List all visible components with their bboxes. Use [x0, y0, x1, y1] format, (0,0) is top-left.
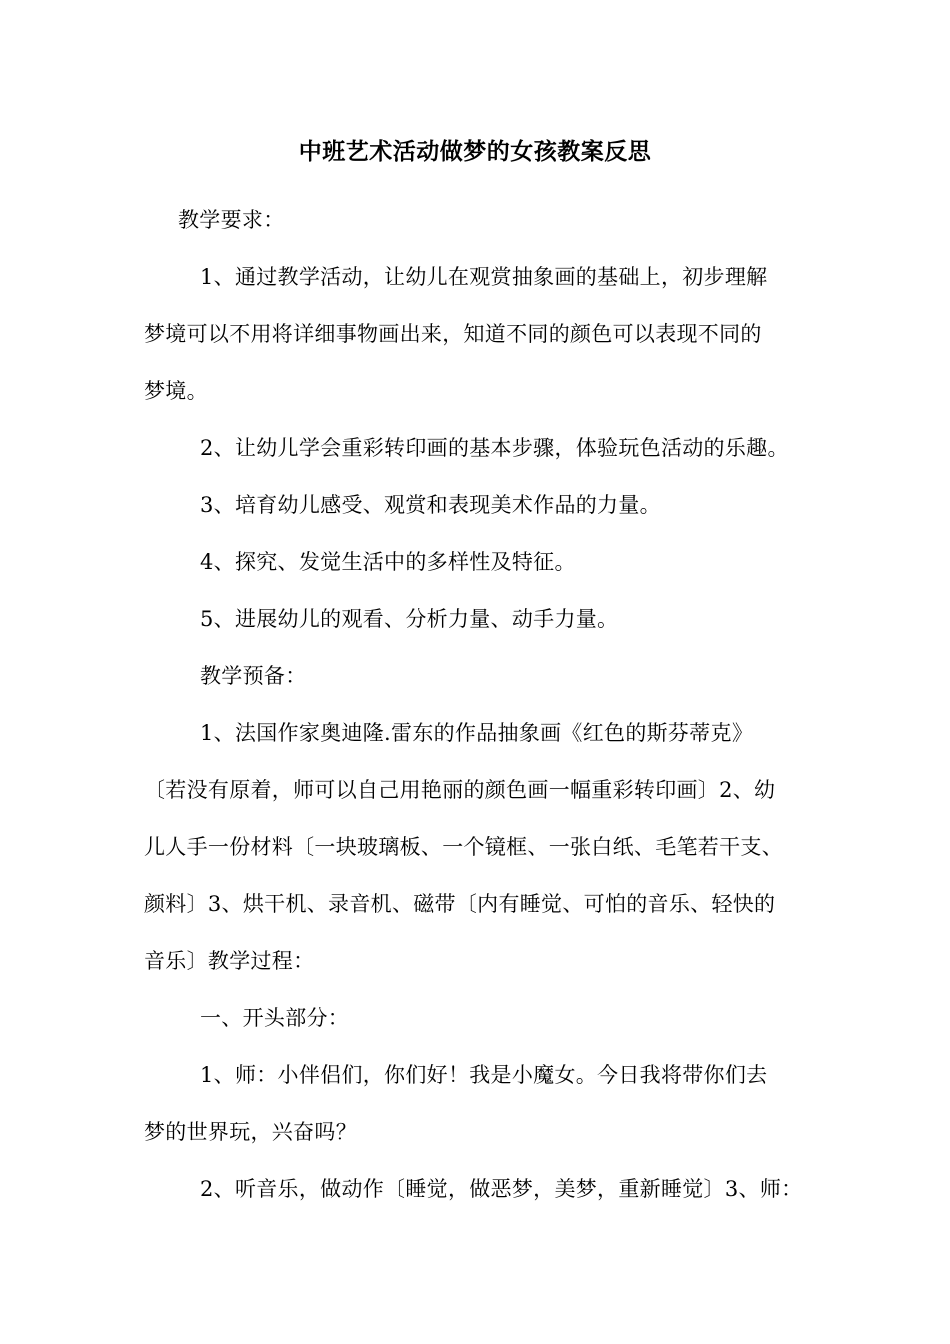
paragraph-line: 1、师：小伴侣们，你们好！我是小魔女。今日我将带你们去 [200, 1063, 768, 1087]
paragraph-line: 颜料〕3、烘干机、录音机、磁带〔内有睡觉、可怕的音乐、轻快的 [144, 892, 776, 916]
document-title: 中班艺术活动做梦的女孩教案反思 [298, 138, 652, 165]
paragraph-line: 1、法国作家奥迪隆.雷东的作品抽象画《红色的斯芬蒂克》 [200, 721, 754, 745]
paragraph-line: 梦境可以不用将详细事物画出来，知道不同的颜色可以表现不同的 [144, 322, 762, 346]
paragraph-line: 2、听音乐，做动作〔睡觉，做恶梦，美梦，重新睡觉〕3、师： [200, 1177, 803, 1201]
paragraph-line: 1、通过教学活动，让幼儿在观赏抽象画的基础上，初步理解 [200, 265, 768, 289]
paragraph-line: 儿人手一份材料〔一块玻璃板、一个镜框、一张白纸、毛笔若干支、 [144, 835, 783, 859]
paragraph-line: 〔若没有原着，师可以自己用艳丽的颜色画一幅重彩转印画〕2、幼 [144, 778, 776, 802]
section-heading-preparation: 教学预备： [200, 664, 307, 688]
paragraph-line: 梦的世界玩，兴奋吗？ [144, 1120, 357, 1144]
paragraph-line: 5、进展幼儿的观看、分析力量、动手力量。 [200, 607, 619, 631]
paragraph-line: 3、培育幼儿感受、观赏和表现美术作品的力量。 [200, 493, 661, 517]
paragraph-line: 梦境。 [144, 379, 208, 403]
section-heading-requirements: 教学要求： [178, 208, 285, 232]
section-heading-opening: 一、开头部分： [200, 1006, 350, 1030]
paragraph-line: 音乐〕教学过程： [144, 949, 315, 973]
paragraph-line: 2、让幼儿学会重彩转印画的基本步骤，体验玩色活动的乐趣。 [200, 436, 789, 460]
paragraph-line: 4、探究、发觉生活中的多样性及特征。 [200, 550, 576, 574]
